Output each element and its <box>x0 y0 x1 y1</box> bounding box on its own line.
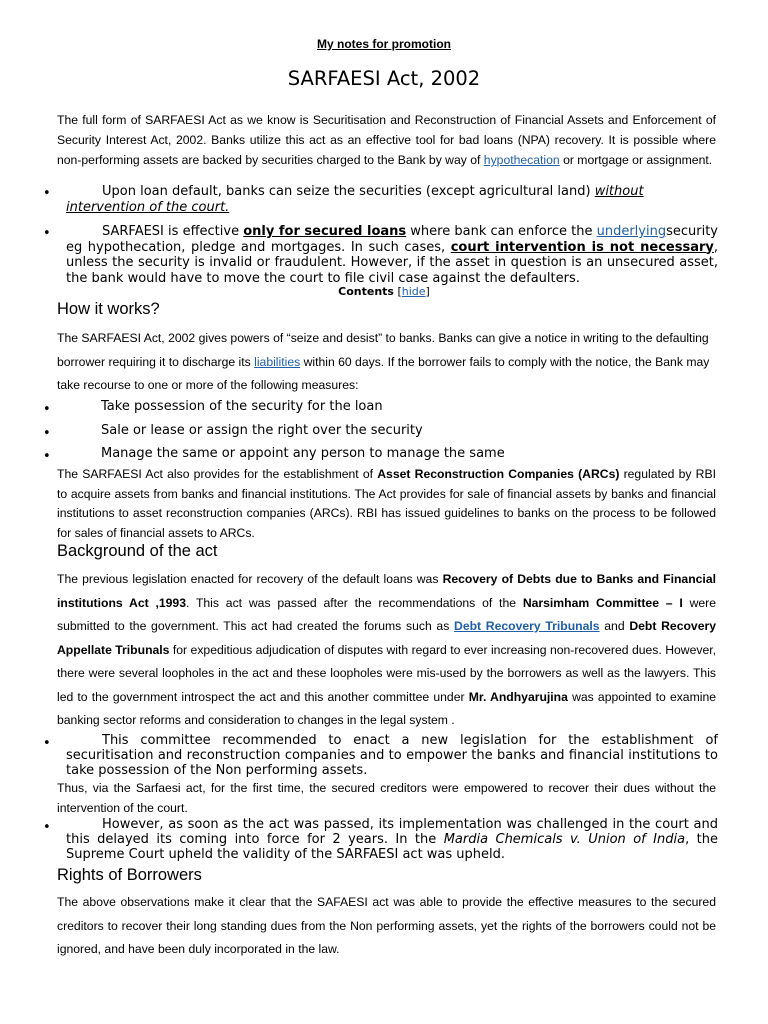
arc-text-2: regulated by RBI to acquire assets from banks and financial institutions. The Act provides for sale of financial assets by banks and financial institutions to asset reconstruction companies (ARCs). RBI has issued guidelines to banks on the process to be followed for sales of financial assets to ARCs. <box>57 467 716 540</box>
bullet-secured-text-d: security eg hypothecation, pledge and mortgages. In such cases, <box>66 224 718 255</box>
measure-item: Manage the same or appoint any person to manage the same <box>101 446 505 461</box>
contents-hide-link[interactable]: hide <box>401 285 426 298</box>
heading-rights-of-borrowers: Rights of Borrowers <box>57 866 202 884</box>
how-text-1: The SARFAESI Act, 2002 gives powers of “seize and desist” to banks. Banks can give a notice in writing to the defaulting borrower requiring it to discharge its <box>57 331 709 369</box>
measure-item: Take possession of the security for the loan <box>101 399 383 414</box>
intro-paragraph <box>57 110 716 170</box>
background-text-3: were submitted to the government. This act had created the forums such as <box>57 595 717 633</box>
how-text-2: within 60 days. If the borrower fails to comply with the notice, the Bank may take recourse to one or more of the following measures: <box>57 354 710 392</box>
intro-text-2: or mortgage or assignment. <box>559 153 713 167</box>
bullet-seize-text: Upon loan default, banks can seize the securities (except agricultural land) <box>102 184 595 199</box>
liabilities-link[interactable]: liabilities <box>254 354 301 369</box>
bullet-committee-recommendation: This committee recommended to enact a new legislation for the establishment of securitisation and reconstruction companies and to empower the banks and financial institutions to take possession of the Non performing assets. <box>66 733 718 778</box>
appellate-tribunals-emphasis: Debt Recovery Appellate Tribunals <box>57 619 716 657</box>
bullet-secured-text-f: , unless the security is invalid or fraudulent. However, if the asset in question is an unsecured asset, the bank would have to move the court to file civil case against the defaulters. <box>66 239 718 286</box>
background-text-2: . This act was passed after the recommendations of the <box>185 595 523 610</box>
heading-background: Background of the act <box>57 542 218 560</box>
bullet-marker: • <box>43 226 51 241</box>
measure-item: Sale or lease or assign the right over the security <box>101 423 423 438</box>
contents-close-bracket: ] <box>425 285 430 298</box>
bullet-secured-text-a: SARFAESI is effective <box>102 224 244 239</box>
sarfaesi-empowerment-paragraph: Thus, via the Sarfaesi act, for the first time, the secured creditors were empowered to recover their dues without the intervention of the court. <box>57 781 716 815</box>
debt-recovery-tribunals-link[interactable]: Debt Recovery Tribunals <box>454 619 600 633</box>
narsimham-committee-emphasis: Narsimham Committee – I <box>522 595 683 610</box>
table-of-contents <box>0 285 768 298</box>
bullet-marker: • <box>43 820 51 835</box>
background-paragraph <box>57 568 716 733</box>
bullet-marker: • <box>43 736 51 751</box>
secured-loans-emphasis: only for secured loans <box>243 224 407 239</box>
mardia-case-name: Mardia Chemicals v. Union of India <box>443 832 686 847</box>
contents-open-bracket: [ <box>393 285 402 298</box>
bullet-marker: • <box>43 449 51 464</box>
recovery-act-emphasis: Recovery of Debts due to Banks and Financial institutions Act ,1993 <box>57 572 716 610</box>
how-it-works-paragraph <box>57 327 716 398</box>
background-text-4: and <box>599 619 630 633</box>
page-title: SARFAESI Act, 2002 <box>287 67 481 90</box>
hypothecation-link[interactable]: hypothecation <box>483 153 560 167</box>
bullet-marker: • <box>43 186 51 201</box>
arc-emphasis: Asset Reconstruction Companies (ARCs) <box>377 467 620 481</box>
intro-text-1: The full form of SARFAESI Act as we know is Securitisation and Reconstruction of Financial Assets and Enforcement of Security Interest Act, 2002. Banks utilize this act as an effective tool for bad loans (NPA) recovery. It is possible where non-performing assets are backed by securities charged to the Bank by way of <box>57 113 716 167</box>
court-intervention-emphasis: court intervention is not necessary <box>450 239 714 255</box>
bullet-marker: • <box>43 402 51 417</box>
background-text-6: was appointed to examine banking sector reforms and consideration to changes in the legal system . <box>57 689 717 727</box>
bullet-seize-emphasis: without intervention of the court. <box>66 184 644 215</box>
challenge-text-1: However, as soon as the act was passed, its implementation was challenged in the court and this delayed its coming into force for 2 years. In the <box>66 817 718 847</box>
bullet-seize-securities <box>66 184 718 216</box>
background-text-5: for expeditious adjudication of disputes with regard to ever increasing non-recovered dues. However, there were several loopholes in the act and these loopholes were mis-used by the borrowers as well as the lawyers. This led to the government introspect the act and this another committee under <box>57 642 717 704</box>
bullet-marker: • <box>43 426 51 441</box>
bullet-secured-loans <box>66 224 718 286</box>
bullet-secured-text-c: where bank can enforce the <box>406 224 597 239</box>
background-text-1: The previous legislation enacted for recovery of the default loans was <box>57 572 443 586</box>
header-note: My notes for promotion <box>317 37 451 51</box>
contents-label: Contents <box>338 285 394 298</box>
rights-paragraph: The above observations make it clear that the SAFAESI act was able to provide the effective measures to the secured creditors to recover their long standing dues from the Non performing assets, yet the rights of the borrowers could not be ignored, and have been duly incorporated in the law. <box>57 895 716 956</box>
andhyarujina-emphasis: Mr. Andhyarujina <box>468 689 568 704</box>
heading-how-it-works: How it works? <box>57 300 160 318</box>
arc-paragraph <box>57 465 716 543</box>
challenge-text-2: , the Supreme Court upheld the validity of the SARFAESI act was upheld. <box>66 832 718 862</box>
bullet-implementation-challenged <box>66 817 718 862</box>
underlying-link[interactable]: underlying <box>596 224 667 239</box>
arc-text-1: The SARFAESI Act also provides for the establishment of <box>57 467 378 481</box>
